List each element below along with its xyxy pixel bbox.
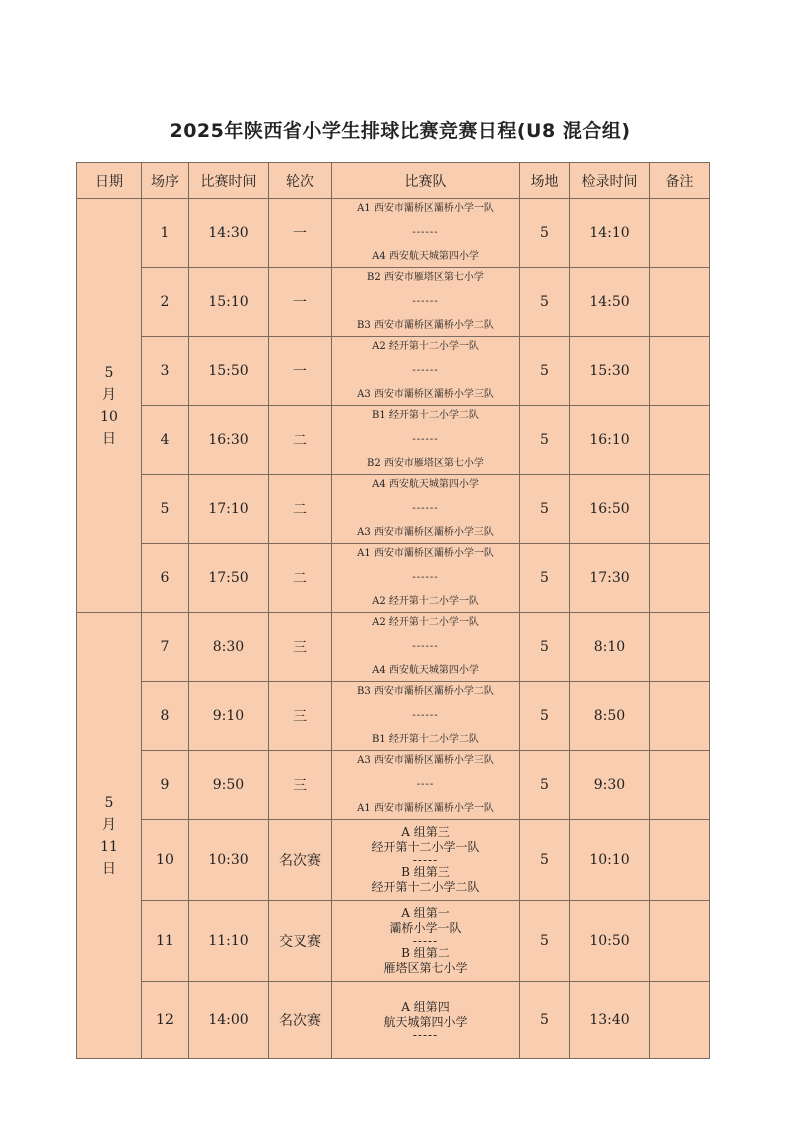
match-time-cell: 17:50: [189, 544, 269, 613]
teams-cell: [332, 406, 520, 475]
checkin-time-cell: 15:30: [570, 337, 650, 406]
team-name: B2 西安市雁塔区第七小学: [367, 458, 484, 469]
versus-separator: -----: [412, 1028, 439, 1042]
teams-list: [332, 903, 519, 979]
round-cell: 名次赛: [269, 820, 332, 901]
table-row: [77, 901, 710, 982]
versus-separator: ------: [412, 572, 439, 583]
court-cell: 5: [520, 475, 570, 544]
round-cell: 三: [269, 613, 332, 682]
date-month-unit: 月: [102, 816, 116, 833]
header-match-no: 场序: [142, 163, 189, 199]
match-no-cell: 9: [142, 751, 189, 820]
round-cell: 二: [269, 544, 332, 613]
team-name: A1 西安市灞桥区灞桥小学一队: [357, 548, 494, 559]
match-no-cell: 4: [142, 406, 189, 475]
teams-cell: [332, 682, 520, 751]
match-no-cell: 2: [142, 268, 189, 337]
header-date: 日期: [77, 163, 142, 199]
match-time-cell: 16:30: [189, 406, 269, 475]
note-cell: [650, 613, 710, 682]
round-cell: 二: [269, 475, 332, 544]
checkin-time-cell: 8:10: [570, 613, 650, 682]
match-no-cell: 5: [142, 475, 189, 544]
date-cell: [77, 199, 142, 613]
teams-list: [332, 410, 519, 470]
date-month-unit: 月: [102, 386, 116, 403]
court-cell: 5: [520, 613, 570, 682]
court-cell: 5: [520, 199, 570, 268]
teams-list: [332, 755, 519, 815]
team-name: B3 西安市灞桥区灞桥小学二队: [357, 686, 494, 697]
match-time-cell: 8:30: [189, 613, 269, 682]
match-time-cell: 15:50: [189, 337, 269, 406]
team-name: A2 经开第十二小学一队: [372, 617, 479, 628]
match-no-cell: 7: [142, 613, 189, 682]
team-name: A3 西安市灞桥区灞桥小学三队: [357, 389, 494, 400]
match-no-cell: 10: [142, 820, 189, 901]
match-time-cell: 14:00: [189, 982, 269, 1059]
team-name: A2 经开第十二小学一队: [372, 596, 479, 607]
team-name: A4 西安航天城第四小学: [372, 665, 479, 676]
versus-separator: ------: [412, 296, 439, 307]
versus-separator: ------: [412, 227, 439, 238]
match-time-cell: 9:50: [189, 751, 269, 820]
date-day: 10: [100, 408, 118, 425]
checkin-time-cell: 16:10: [570, 406, 650, 475]
team-name: B3 西安市灞桥区灞桥小学二队: [357, 320, 494, 331]
team-name: 灞桥小学一队: [389, 921, 462, 935]
court-cell: 5: [520, 682, 570, 751]
note-cell: [650, 406, 710, 475]
note-cell: [650, 475, 710, 544]
note-cell: [650, 682, 710, 751]
note-cell: [650, 982, 710, 1059]
header-match-time: 比赛时间: [189, 163, 269, 199]
team-name: B2 西安市雁塔区第七小学: [367, 272, 484, 283]
table-row: [77, 613, 710, 682]
team-name: B 组第二: [401, 946, 450, 960]
page-title: 2025年陕西省小学生排球比赛竞赛日程(U8 混合组): [169, 120, 631, 142]
teams-cell: [332, 901, 520, 982]
note-cell: [650, 544, 710, 613]
match-time-cell: 11:10: [189, 901, 269, 982]
round-cell: 二: [269, 406, 332, 475]
checkin-time-cell: 16:50: [570, 475, 650, 544]
date-day: 11: [100, 838, 118, 855]
note-cell: [650, 901, 710, 982]
match-no-cell: 12: [142, 982, 189, 1059]
header-row: [77, 163, 710, 199]
table-row: [77, 544, 710, 613]
schedule-table: [76, 162, 710, 1059]
round-cell: 一: [269, 337, 332, 406]
checkin-time-cell: 8:50: [570, 682, 650, 751]
note-cell: [650, 751, 710, 820]
checkin-time-cell: 13:40: [570, 982, 650, 1059]
table-row: [77, 268, 710, 337]
court-cell: 5: [520, 751, 570, 820]
date-month: 5: [104, 794, 114, 811]
court-cell: 5: [520, 406, 570, 475]
note-cell: [650, 199, 710, 268]
teams-list: [332, 341, 519, 401]
team-name: B1 经开第十二小学二队: [372, 410, 479, 421]
team-name: 经开第十二小学二队: [371, 880, 480, 894]
team-name: A 组第三: [401, 825, 450, 839]
versus-separator: -----: [412, 853, 439, 867]
teams-cell: [332, 613, 520, 682]
match-time-cell: 10:30: [189, 820, 269, 901]
table-row: [77, 475, 710, 544]
header-court: 场地: [520, 163, 570, 199]
match-time-cell: 15:10: [189, 268, 269, 337]
court-cell: 5: [520, 820, 570, 901]
team-name: A3 西安市灞桥区灞桥小学三队: [357, 755, 494, 766]
checkin-time-cell: 14:50: [570, 268, 650, 337]
teams-cell: [332, 268, 520, 337]
teams-cell: [332, 475, 520, 544]
team-name: A4 西安航天城第四小学: [372, 251, 479, 262]
round-cell: 一: [269, 199, 332, 268]
versus-separator: ------: [412, 365, 439, 376]
match-no-cell: 6: [142, 544, 189, 613]
versus-separator: -----: [412, 934, 439, 948]
note-cell: [650, 337, 710, 406]
court-cell: 5: [520, 982, 570, 1059]
court-cell: 5: [520, 268, 570, 337]
table-row: [77, 337, 710, 406]
checkin-time-cell: 10:10: [570, 820, 650, 901]
teams-list: [332, 822, 519, 898]
team-name: 航天城第四小学: [383, 1015, 468, 1029]
table-row: [77, 751, 710, 820]
teams-list: [332, 548, 519, 608]
versus-separator: ------: [412, 641, 439, 652]
team-name: B1 经开第十二小学二队: [372, 734, 479, 745]
teams-cell: [332, 820, 520, 901]
round-cell: 三: [269, 751, 332, 820]
checkin-time-cell: 17:30: [570, 544, 650, 613]
teams-list: [332, 479, 519, 539]
table-row: [77, 199, 710, 268]
teams-list: [332, 203, 519, 263]
header-checkin-time: 检录时间: [570, 163, 650, 199]
versus-separator: ------: [412, 503, 439, 514]
teams-list: [332, 686, 519, 746]
note-cell: [650, 268, 710, 337]
team-name: A 组第四: [401, 1000, 450, 1014]
court-cell: 5: [520, 337, 570, 406]
match-no-cell: 8: [142, 682, 189, 751]
team-name: A4 西安航天城第四小学: [372, 479, 479, 490]
team-name: A2 经开第十二小学一队: [372, 341, 479, 352]
checkin-time-cell: 10:50: [570, 901, 650, 982]
table-row: [77, 406, 710, 475]
versus-separator: ----: [416, 779, 435, 790]
round-cell: 交叉赛: [269, 901, 332, 982]
match-time-cell: 17:10: [189, 475, 269, 544]
teams-cell: [332, 544, 520, 613]
header-teams: 比赛队: [332, 163, 520, 199]
table-row: [77, 682, 710, 751]
teams-list: [332, 617, 519, 677]
date-cell: [77, 613, 142, 1059]
teams-cell: [332, 337, 520, 406]
round-cell: 名次赛: [269, 982, 332, 1059]
match-time-cell: 9:10: [189, 682, 269, 751]
versus-separator: ------: [412, 710, 439, 721]
note-cell: [650, 820, 710, 901]
team-name: A 组第一: [401, 906, 450, 920]
round-cell: 一: [269, 268, 332, 337]
teams-cell: [332, 982, 520, 1059]
round-cell: 三: [269, 682, 332, 751]
match-no-cell: 3: [142, 337, 189, 406]
table-row: [77, 820, 710, 901]
table-row: [77, 982, 710, 1059]
date-day-unit: 日: [102, 430, 116, 447]
team-name: 雁塔区第七小学: [383, 961, 468, 975]
date-day-unit: 日: [102, 860, 116, 877]
teams-list: [332, 982, 519, 1058]
court-cell: 5: [520, 901, 570, 982]
teams-cell: [332, 199, 520, 268]
match-no-cell: 11: [142, 901, 189, 982]
team-name: A1 西安市灞桥区灞桥小学一队: [357, 203, 494, 214]
checkin-time-cell: 9:30: [570, 751, 650, 820]
header-round: 轮次: [269, 163, 332, 199]
match-no-cell: 1: [142, 199, 189, 268]
team-name: 经开第十二小学一队: [371, 840, 480, 854]
team-name: A1 西安市灞桥区灞桥小学一队: [357, 803, 494, 814]
checkin-time-cell: 14:10: [570, 199, 650, 268]
versus-separator: ------: [412, 434, 439, 445]
teams-cell: [332, 751, 520, 820]
team-name: A3 西安市灞桥区灞桥小学三队: [357, 527, 494, 538]
date-month: 5: [104, 364, 114, 381]
match-time-cell: 14:30: [189, 199, 269, 268]
court-cell: 5: [520, 544, 570, 613]
team-name: B 组第三: [401, 865, 450, 879]
header-note: 备注: [650, 163, 710, 199]
teams-list: [332, 272, 519, 332]
